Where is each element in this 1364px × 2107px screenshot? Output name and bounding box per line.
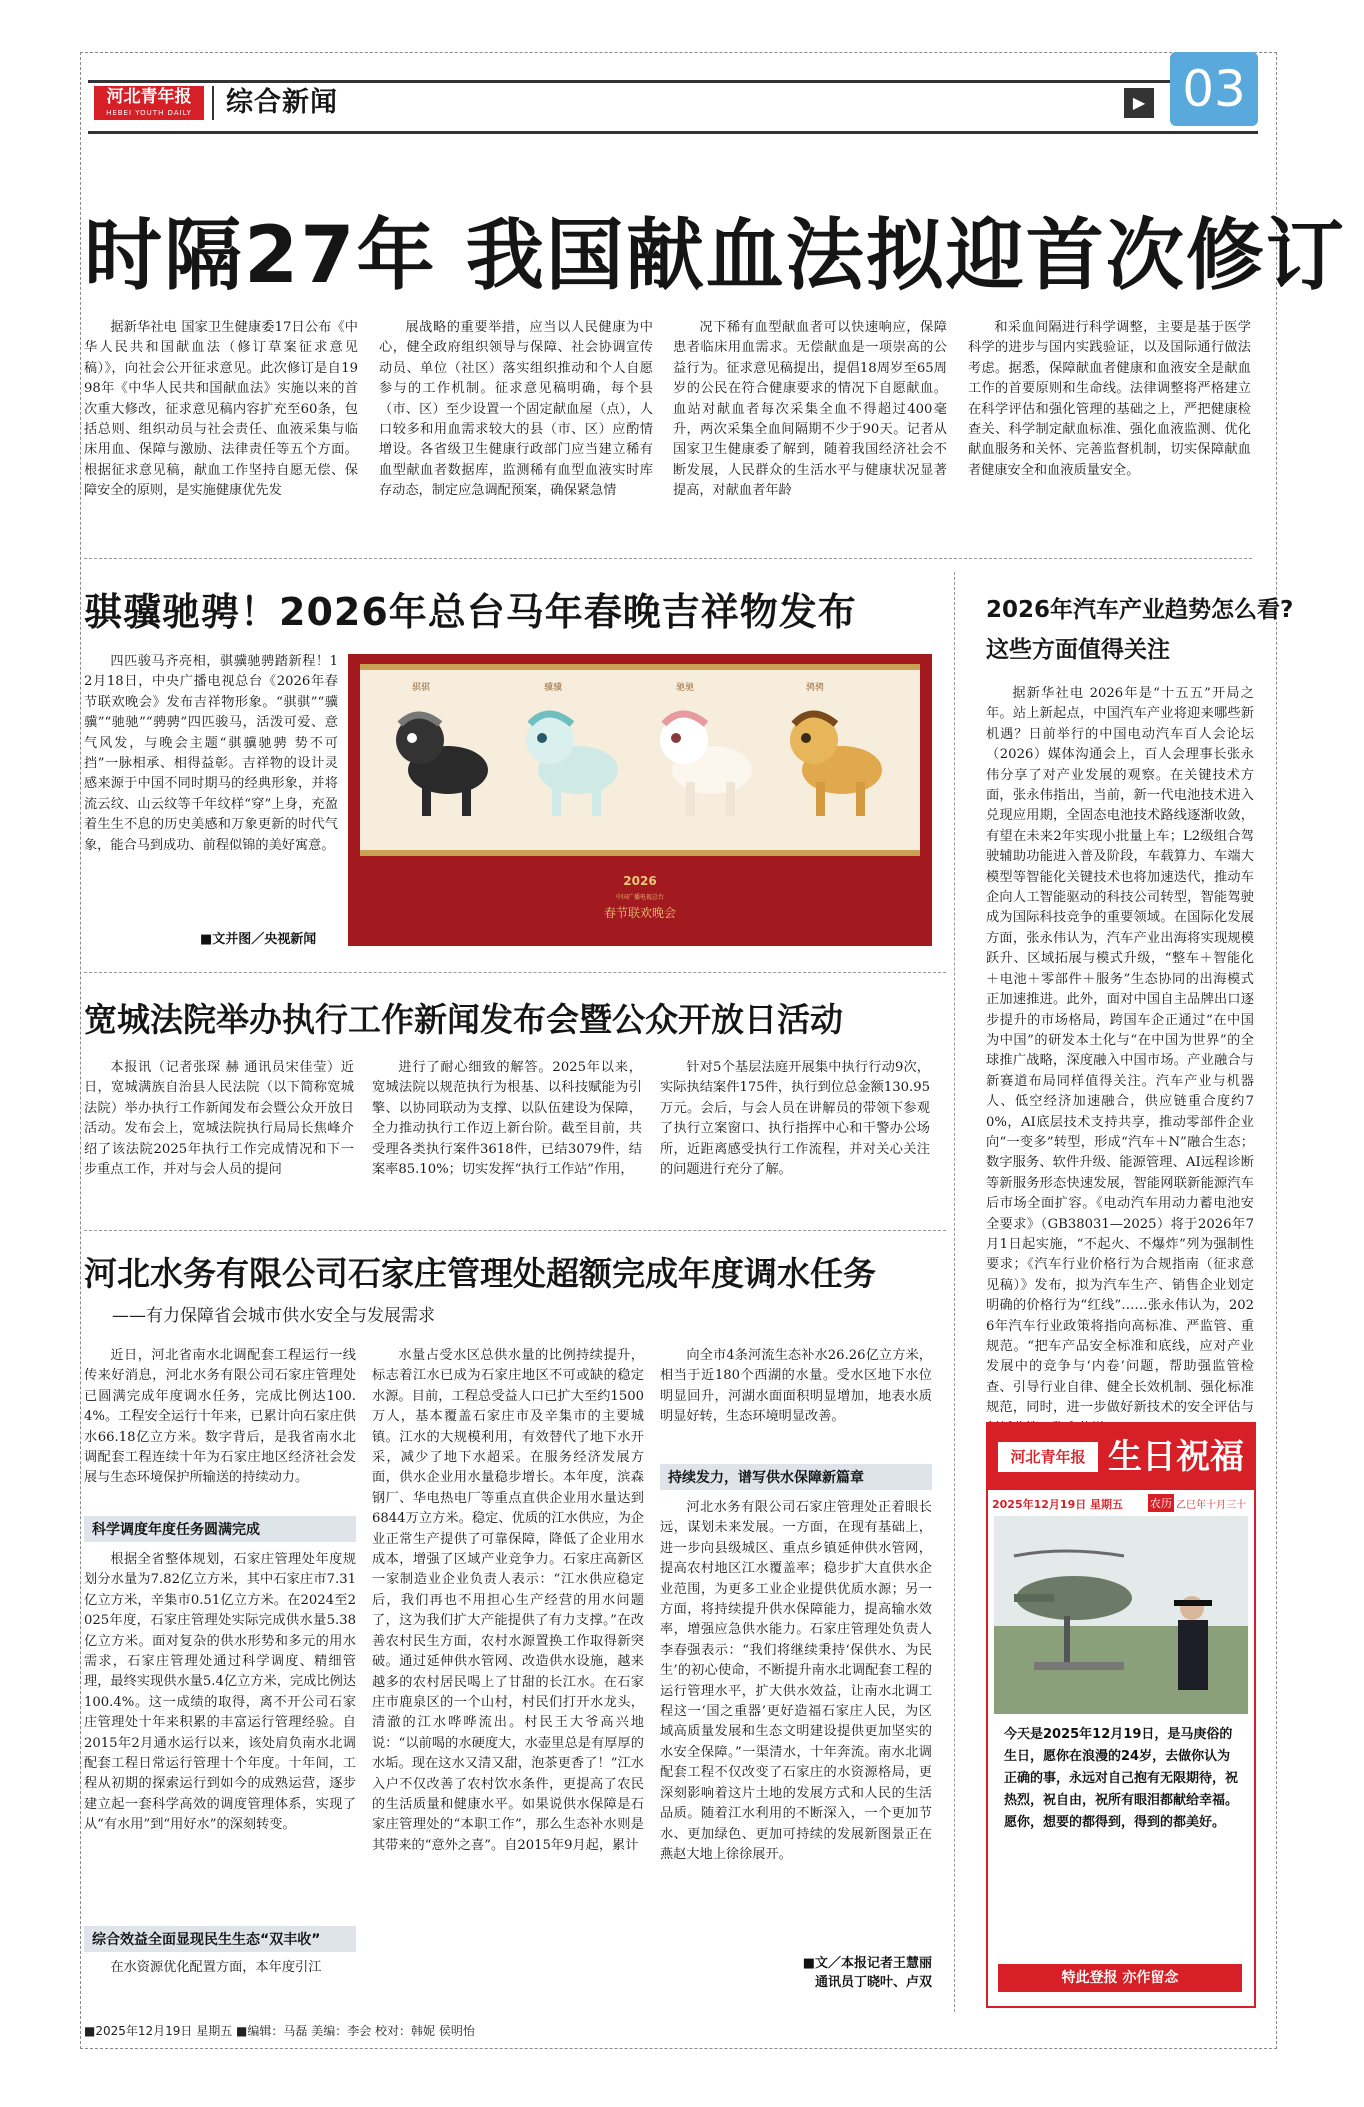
water-credit-2: 通讯员丁晓叶、卢双 <box>814 1975 932 1990</box>
section-rule <box>84 558 1252 560</box>
mascot-text: 四匹骏马齐亮相，骐骥驰骋踏新程！12月18日，中央广播电视总台《2026年春节联欢晚会》发布吉祥物形象。“骐骐”“骥骥”“驰驰”“骋骋”四匹骏马，活泼可爱、意气风发，与晚会主题“骐骥驰骋 势不可挡”一脉相承、相得益彰。吉祥物的设计灵感来源于中国不同时期马的经典形象，并将流云纹、山云纹等千年纹样“穿”上身，充盈着生生不息的历史美感和万象更新的时代气象，能合马到成功、前程似锦的美好寓意。 <box>84 654 338 853</box>
birthday-date: 2025年12月19日 星期五 <box>992 1498 1124 1511</box>
poster-name-2: 骥骥 <box>544 683 563 693</box>
court-text-3: 针对5个基层法庭开展集中执行行动9次，实际执结案件175件，执行到位总金额130.95万元。会后，与会人员在讲解员的带领下参观了执行立案窗口、执行指挥中心和干警办公场所，近距离感受执行工作流程，并对关心关注的问题进行充分了解。 <box>660 1060 930 1178</box>
water-subhead-2: 综合效益全面显现民生生态“双丰收” <box>84 1926 356 1952</box>
mascot-rule <box>84 972 946 974</box>
court-text-2: 进行了耐心细致的解答。2025年以来，宽城法院以规范执行为根基、以科技赋能为引擎、以协同联动为支撑、以队伍建设为保障，全力推动执行工作迈上新台阶。截至目前，共受理各类执行案件3618件，已结3079件，结案率85.10%；切实发挥“执行工作站”作用， <box>372 1060 642 1178</box>
auto-headline-2: 这些方面值得关注 <box>986 637 1170 663</box>
auto-text: 据新华社电 2026年是“十五五”开局之年。站上新起点，中国汽车产业将迎来哪些新机遇？日前举行的中国电动汽车百人会论坛（2026）媒体沟通会上，百人会理事长张永伟分享了对产业发展的观察。在关键技术方面，张永伟指出，当前，新一代电池技术进入兑现应用期，全固态电池技术路线逐渐收敛，有望在未来2年实现小批量上车；L2级组合驾驶辅助功能进入普及阶段，车载算力、车端大模型等智能化关键技术也将加速迭代，推动车企向人工智能驱动的科技公司转型，智能驾驶成为国际科技竞争的重要领域。在国际化发展方面，张永伟认为，汽车产业出海将实现规模跃升、区域拓展与模式升级，“整车＋智能化＋电池＋零部件＋服务”生态协同的出海模式正加速推进。此外，面对中国自主品牌出口逐步提升的市场格局，跨国车企正通过“在中国为中国”的研发本土化与“在中国为世界”的全球推广战略，深度融入中国市场。产业融合与新赛道布局同样值得关注。汽车产业与机器人、低空经济加速融合，供应链重合度约70%，AI底层技术支持共享，推动零部件企业向“一变多”转型，形成“汽车＋N”融合生态；数字服务、软件升级、能源管理、AI远程诊断等新服务形态快速发展，智能网联新能源汽车后市场全面扩容。《电动汽车用动力蓄电池安全要求》（GB38031—2025）将于2026年7月1日起实施，“不起火、不爆炸”列为强制性要求；《汽车行业价格行为合规指南（征求意见稿）》发布，拟为汽车生产、销售企业划定明确的价格行为“红线”……张永伟认为，2026年汽车行业政策将指向高标准、严监管、重规范。“把车产品安全标准和底线，应对产业发展中的竞争与‘内卷’问题，帮助强监管检查、引导行业自律、健全长效机制、强化标准规范，同时，进一步做好新技术的安全评估与 <box>986 686 1254 1416</box>
mascot-poster <box>348 654 932 946</box>
mascot-horses-illustration <box>360 670 920 840</box>
auto-body <box>986 684 1254 1416</box>
lead-text-2: 展战略的重要举措，应当以人民健康为中心，健全政府组织领导与保障、社会协调宣传动员、单位（社区）落实组织推动和个人自愿参与的工作机制。征求意见稿明确，每个县（市、区）至少设置一个固定献血屋（点），人口较多和用血需求较大的县（市、区）应酌情增设。各省级卫生健康行政部门应当建立稀有血型献血者数据库，监测稀有血型血液实时库存动态，制定应急调配预案，确保紧急情 <box>379 320 653 499</box>
water-text-3b: 河北水务有限公司石家庄管理处正着眼长远，谋划未来发展。一方面，在现有基础上，进一步向县级城区、重点乡镇延伸供水管网，提高农村地区江水覆盖率；稳步扩大直供水企业范围，为更多工业企业提供优质水源；另一方面，将持续提升供水保障能力，提高输水效率，增强应急供水能力。石家庄管理处负责人李春强表示：“我们将继续秉持‘保供水、为民生’的初心使命，不断提升南水北调配套工程的运行管理水平，扩大供水效益，让南水北调工程这一‘国之重器’更好造福石家庄人民，为区域高质量发展和生态文明建设提供更加坚实的水安全保障。”一渠清水，十年奔流。南水北调配套工程不仅改变了石家庄的水资源格局，更深刻影响着这片土地的发展方式和人民的生活品质。随着江水利用的不断深入，一个更加节水、更加绿色、更加可持续的发展新图景正在燕赵大地上徐徐展开。 <box>660 1500 932 1862</box>
mascot-headline: 骐骥驰骋！2026年总台马年春晚吉祥物发布 <box>84 590 857 634</box>
water-col3-lead <box>660 1346 932 1458</box>
horse-gold-icon <box>790 714 882 816</box>
poster-name-4: 骋骋 <box>806 683 825 693</box>
horse-cyan-icon <box>526 714 618 816</box>
court-rule <box>84 1230 946 1232</box>
logo-text: 河北青年报 <box>106 87 192 107</box>
lead-col-4 <box>968 318 1251 526</box>
birthday-lunar: 乙巳年十月三十 <box>1176 1500 1246 1511</box>
birthday-header <box>988 1424 1254 1490</box>
birthday-lunar-tag: 农历 <box>1148 1494 1174 1512</box>
newspaper-logo <box>94 86 204 120</box>
water-subhead-1: 科学调度年度任务圆满完成 <box>84 1516 356 1542</box>
water-col-3 <box>660 1346 932 2010</box>
lead-text-3: 况下稀有血型献血者可以快速响应，保障患者临床用血需求。无偿献血是一项崇高的公益行为。征求意见稿提出，提倡18周岁至65周岁的公民在符合健康要求的情况下自愿献血。血站对献血者每次采集全血不得超过400毫升，两次采集全血间隔期不少于90天。记者从国家卫生健康委了解到，随着我国经济社会不断发展，人民群众的生活水平与健康状况显著提高，对献血者年龄 <box>673 320 947 499</box>
water-subheadline: ——有力保障省会城市供水安全与发展需求 <box>112 1306 435 1326</box>
water-subhead-3: 持续发力，谱写供水保障新篇章 <box>660 1464 932 1490</box>
court-col-3 <box>660 1058 930 1202</box>
poster-name-1: 骐骐 <box>412 683 431 693</box>
mascot-body <box>84 652 338 914</box>
water-col1-body <box>84 1550 356 1920</box>
birthday-photo <box>994 1516 1248 1714</box>
page-number: 03 <box>1170 52 1258 126</box>
water-text-1b: 根据全省整体规划，石家庄管理处年度规划分水量为7.82亿立方米，其中石家庄市7.31亿立方米，辛集市0.51亿立方米。在2024至2025年度，石家庄管理处实际完成供水量5.38亿立方米。面对复杂的供水形势和多元的用水需求，石家庄管理处通过科学调度、精细管理，最终实现供水量5.4亿立方米，完成比例达100.4%。这一成绩的取得，离不开公司石家庄管理处十年来积累的丰富运行管理经验。自2015年2月通水运行以来，该处肩负南水北调配套工程日常运行管理十个年度。十年间，工程从初期的探索运行到如今的成熟运营，逐步建立起一套科学高效的调度管理体系，实现了从“有水用”到“用好水”的深刻转变。 <box>84 1552 356 1833</box>
birthday-title: 生日祝福 <box>1108 1437 1244 1477</box>
lead-col-1 <box>84 318 358 526</box>
water-headline: 河北水务有限公司石家庄管理处超额完成年度调水任务 <box>84 1254 876 1293</box>
water-text-3a: 向全市4条河流生态补水26.26亿立方米，相当于近180个西湖的水量。受水区地下水位明显回升，河湖水面面积明显增加，地表水质明显好转，生态环境明显改善。 <box>660 1348 932 1425</box>
lead-col-3 <box>673 318 947 526</box>
section-title: 综合新闻 <box>226 87 338 118</box>
water-text-1c: 在水资源优化配置方面，本年度引江 <box>110 1960 322 1975</box>
horse-white-icon <box>660 714 752 816</box>
water-text-1a: 近日，河北省南水北调配套工程运行一线传来好消息，河北水务有限公司石家庄管理处已圆满完成年度调水任务，完成比例达100.4%。工程安全运行十年来，已累计向石家庄供水66.18亿立方米。数字背后，是我省南水北调配套工程连续十年为石家庄地区经济社会发展与生态环境保护所输送的持续动力。 <box>84 1348 356 1486</box>
poster-name-3: 驰驰 <box>676 683 695 693</box>
arrow-icon: ▶ <box>1124 88 1154 118</box>
birthday-footer: 特此登报 亦作留念 <box>998 1964 1242 1992</box>
water-text-2: 水量占受水区总供水量的比例持续提升，标志着江水已成为石家庄地区不可或缺的稳定水源。目前，工程总受益人口已扩大至约1500万人，基本覆盖石家庄市及辛集市的主要城镇。江水的大规模利用，有效替代了地下水开采，减少了地下水超采。在服务经济发展方面，供水企业用水量稳步增长。本年度，滨森钢厂、华电热电厂等重点直供企业用水量达到6844万立方米。稳定、优质的江水供应，为企业正常生产提供了可靠保障，降低了企业用水成本，增强了区域产业竞争力。石家庄高新区一家制造业企业负责人表示：“江水供应稳定后，我们再也不用担心生产经营的用水问题了，这为我们扩大产能提供了有力支撑。”在改善农村民生方面，农村水源置换工作取得新突破。通过延伸供水管网、改造供水设施，越来越多的农村居民喝上了甘甜的长江水。在石家庄市鹿泉区的一个山村，村民们打开水龙头，清澈的江水哗哗流出。村民王大爷高兴地说：“以前喝的水硬度大，水壶里总是有厚厚的水垢。现在这水又清又甜，泡茶更香了！”江水入户不仅改善了农村饮水条件，更提高了农民的生活质量和健康水平。如果说供水保障是石家庄管理处的“本职工作”，那么生态补水则是其带来的“意外之喜”。自2015年9月起，累计 <box>372 1348 644 1853</box>
water-col3-body <box>660 1498 932 1948</box>
birthday-card <box>986 1422 1256 2008</box>
water-col-1 <box>84 1346 356 1975</box>
lead-text-1: 据新华社电 国家卫生健康委17日公布《中华人民共和国献血法（修订草案征求意见稿）》，向社会公开征求意见。此次修订是自1998年《中华人民共和国献血法》实施以来的首次重大修改，征求意见稿内容扩充至60条，包括总则、组织动员与社会责任、血液采集与临床用血、保障与激励、法律责任等五个方面。根据征求意见稿，献血工作坚持自愿无偿、保障安全的原则，是实施健康优先发 <box>84 320 358 499</box>
court-text-1: 本报讯（记者张琛 赫 通讯员宋佳莹）近日，宽城满族自治县人民法院（以下简称宽城法院）举办执行工作新闻发布会暨公众开放日活动。发布会上，宽城法院执行局局长焦峰介绍了该法院2025年执行工作完成情况和下一步重点工作，并对与会人员的提问 <box>84 1060 354 1178</box>
lead-headline: 时隔27年 我国献血法拟迎首次修订 <box>84 211 1346 301</box>
poster-badge: 中国广播电视总台 <box>615 894 664 901</box>
logo-subtext: HEBEI YOUTH DAILY <box>106 109 192 117</box>
right-column-rule <box>954 572 956 2012</box>
water-col1-lead <box>84 1346 356 1510</box>
poster-year: 2026 <box>623 874 657 888</box>
auto-headline-1: 2026年汽车产业趋势怎么看? <box>986 597 1294 623</box>
water-col-2 <box>372 1346 644 1968</box>
horse-black-icon <box>396 715 488 816</box>
lead-text-4: 和采血间隔进行科学调整，主要是基于医学科学的进步与国内实践验证，以及国际通行做法考虑。据悉，保障献血者健康和血液安全是献血工作的首要原则和生命线。法律调整将严格建立在科学评估和强化管理的基础之上，严把健康检查关、科学制定献血标准、强化血液监测、优化献血服务和关怀、完善监督机制，切实保障献血者健康安全和血液质量安全。 <box>968 320 1251 478</box>
mascot-credit: ■文并图／央视新闻 <box>200 932 317 947</box>
water-credit-1: ■文／本报记者王慧丽 <box>802 1956 932 1971</box>
birthday-logo: 河北青年报 <box>998 1442 1098 1472</box>
footer-info: ■2025年12月19日 星期五 ■编辑：马磊 美编：李会 校对：韩妮 侯明怡 <box>84 2024 475 2038</box>
logo-divider <box>212 86 214 120</box>
court-headline: 宽城法院举办执行工作新闻发布会暨公众开放日活动 <box>84 1000 843 1039</box>
lead-col-2 <box>379 318 653 526</box>
poster-event: 春节联欢晚会 <box>603 906 676 920</box>
birthday-message: 今天是2025年12月19日，是马庚俗的生日，愿你在浪漫的24岁，去做你认为正确的事，永远对自己抱有无限期待，祝热烈，祝自由，祝所有眼泪都献给幸福。愿你，想要的都得到，得到的都美好。 <box>1004 1727 1239 1830</box>
court-col-1 <box>84 1058 354 1202</box>
court-col-2 <box>372 1058 642 1202</box>
water-col1-tail <box>84 1958 356 1980</box>
